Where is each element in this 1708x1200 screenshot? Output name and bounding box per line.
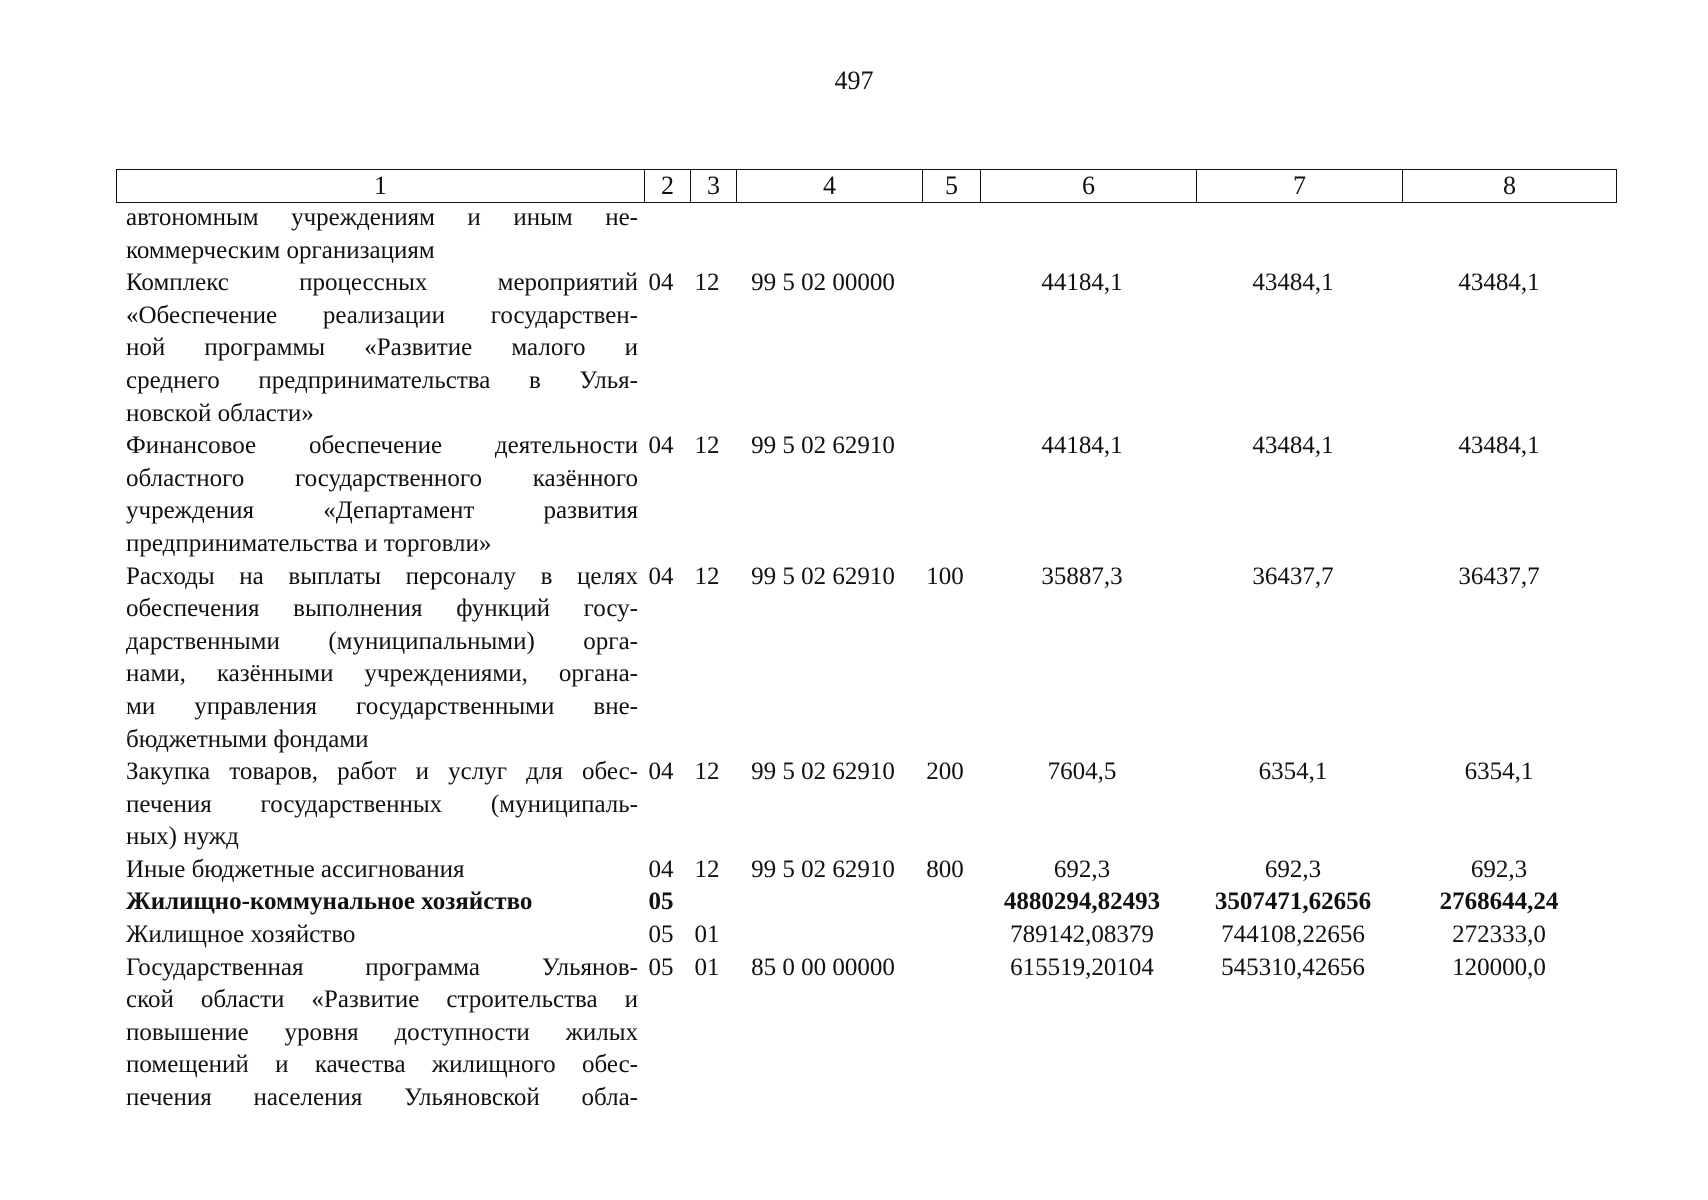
row-description	[126, 430, 638, 560]
target-article-code: 85 0 00 00000	[751, 953, 895, 981]
expense-type-code: 100	[926, 562, 964, 590]
section-code: 04	[648, 269, 674, 297]
amount-col-7: 692,3	[1264, 855, 1322, 883]
target-article-code: 99 5 02 62910	[751, 432, 895, 460]
description-line: среднего предпринимательства в Улья-	[126, 366, 638, 394]
expense-type-code: 200	[926, 758, 964, 786]
header-col-6: 6	[981, 170, 1197, 203]
header-col-5: 5	[923, 170, 981, 203]
description-line: бюджетными фондами	[126, 725, 369, 753]
section-code: 04	[648, 758, 674, 786]
section-code: 04	[648, 562, 674, 590]
description-line: коммерческим организациям	[126, 236, 435, 264]
amount-col-7: 43484,1	[1252, 432, 1334, 460]
row-description	[126, 202, 638, 267]
header-col-4: 4	[737, 170, 923, 203]
amount-col-6: 44184,1	[1041, 432, 1123, 460]
subsection-code: 12	[694, 855, 720, 883]
row-description	[126, 267, 638, 430]
description-line: Иные бюджетные ассигнования	[126, 855, 465, 883]
description-line: ных) нужд	[126, 823, 239, 851]
amount-col-7: 545310,42656	[1221, 953, 1365, 981]
description-line: новской области»	[126, 399, 314, 427]
subsection-code: 12	[694, 432, 720, 460]
expense-type-code: 800	[926, 855, 964, 883]
description-line: предпринимательства и торговли»	[126, 529, 492, 557]
description-line: помещений и качества жилищного обес-	[126, 1051, 638, 1079]
subsection-code: 12	[694, 758, 720, 786]
section-code: 05	[648, 953, 674, 981]
amount-col-7: 36437,7	[1252, 562, 1334, 590]
subsection-code: 12	[694, 269, 720, 297]
description-line: Жилищно-коммунальное хозяйство	[126, 888, 533, 916]
amount-col-6: 4880294,82493	[1003, 888, 1161, 916]
target-article-code: 99 5 02 62910	[751, 855, 895, 883]
table-row	[126, 267, 1616, 430]
table-row	[126, 430, 1616, 560]
table-row	[126, 886, 1616, 919]
row-description	[126, 919, 638, 952]
amount-col-8: 43484,1	[1458, 432, 1540, 460]
amount-col-8: 36437,7	[1458, 562, 1540, 590]
amount-col-6: 35887,3	[1041, 562, 1123, 590]
amount-col-7: 43484,1	[1252, 269, 1334, 297]
description-line: Жилищное хозяйство	[126, 921, 356, 949]
table-row	[126, 919, 1616, 952]
description-line: нами, казёнными учреждениями, органа-	[126, 660, 638, 688]
description-line: «Обеспечение реализации государствен-	[126, 301, 638, 329]
amount-col-6: 44184,1	[1041, 269, 1123, 297]
amount-col-8: 2768644,24	[1439, 888, 1559, 916]
header-col-7: 7	[1197, 170, 1403, 203]
description-line: печения населения Ульяновской обла-	[126, 1084, 638, 1112]
description-line: Комплекс процессных мероприятий	[126, 269, 638, 297]
amount-col-7: 3507471,62656	[1214, 888, 1372, 916]
description-line: областного государственного казённого	[126, 464, 638, 492]
description-line: дарственными (муниципальными) орга-	[126, 627, 638, 655]
budget-table-body	[126, 202, 1616, 1115]
table-row	[126, 952, 1616, 1115]
header-col-8: 8	[1403, 170, 1617, 203]
description-line: ми управления государственными вне-	[126, 692, 638, 720]
description-line: ской области «Развитие строительства и	[126, 986, 638, 1014]
target-article-code: 99 5 02 62910	[751, 758, 895, 786]
amount-col-8: 692,3	[1470, 855, 1528, 883]
section-code: 04	[648, 855, 674, 883]
row-description	[126, 886, 638, 919]
row-description	[126, 952, 638, 1115]
table-row	[126, 561, 1616, 757]
amount-col-6: 7604,5	[1047, 758, 1117, 786]
subsection-code: 12	[694, 562, 720, 590]
amount-col-8: 43484,1	[1458, 269, 1540, 297]
row-description	[126, 854, 638, 887]
table-row	[126, 756, 1616, 854]
column-number-header	[116, 169, 1617, 203]
table-row	[126, 202, 1616, 267]
amount-col-7: 744108,22656	[1221, 921, 1365, 949]
section-code: 04	[648, 432, 674, 460]
amount-col-8: 6354,1	[1464, 758, 1534, 786]
description-line: автономным учреждениям и иным не-	[126, 204, 638, 231]
amount-col-8: 272333,0	[1452, 921, 1546, 949]
section-code: 05	[648, 888, 674, 916]
header-col-2: 2	[645, 170, 691, 203]
row-description	[126, 561, 638, 757]
amount-col-8: 120000,0	[1452, 953, 1546, 981]
target-article-code: 99 5 02 62910	[751, 562, 895, 590]
description-line: Финансовое обеспечение деятельности	[126, 432, 638, 460]
amount-col-6: 789142,08379	[1010, 921, 1154, 949]
description-line: повышение уровня доступности жилых	[126, 1018, 638, 1046]
description-line: учреждения «Департамент развития	[126, 497, 638, 525]
header-col-1: 1	[117, 170, 645, 203]
target-article-code: 99 5 02 00000	[751, 269, 895, 297]
row-description	[126, 756, 638, 854]
subsection-code: 01	[694, 921, 720, 949]
description-line: печения государственных (муниципаль-	[126, 790, 638, 818]
amount-col-6: 615519,20104	[1010, 953, 1154, 981]
table-row	[126, 854, 1616, 887]
section-code: 05	[648, 921, 674, 949]
description-line: ной программы «Развитие малого и	[126, 334, 638, 362]
description-line: Закупка товаров, работ и услуг для обес-	[126, 758, 638, 786]
description-line: обеспечения выполнения функций госу-	[126, 595, 638, 623]
amount-col-7: 6354,1	[1258, 758, 1328, 786]
page-number: 497	[834, 66, 874, 95]
header-col-3: 3	[691, 170, 737, 203]
subsection-code: 01	[694, 953, 720, 981]
description-line: Государственная программа Ульянов-	[126, 953, 638, 981]
description-line: Расходы на выплаты персоналу в целях	[126, 562, 638, 590]
amount-col-6: 692,3	[1053, 855, 1111, 883]
